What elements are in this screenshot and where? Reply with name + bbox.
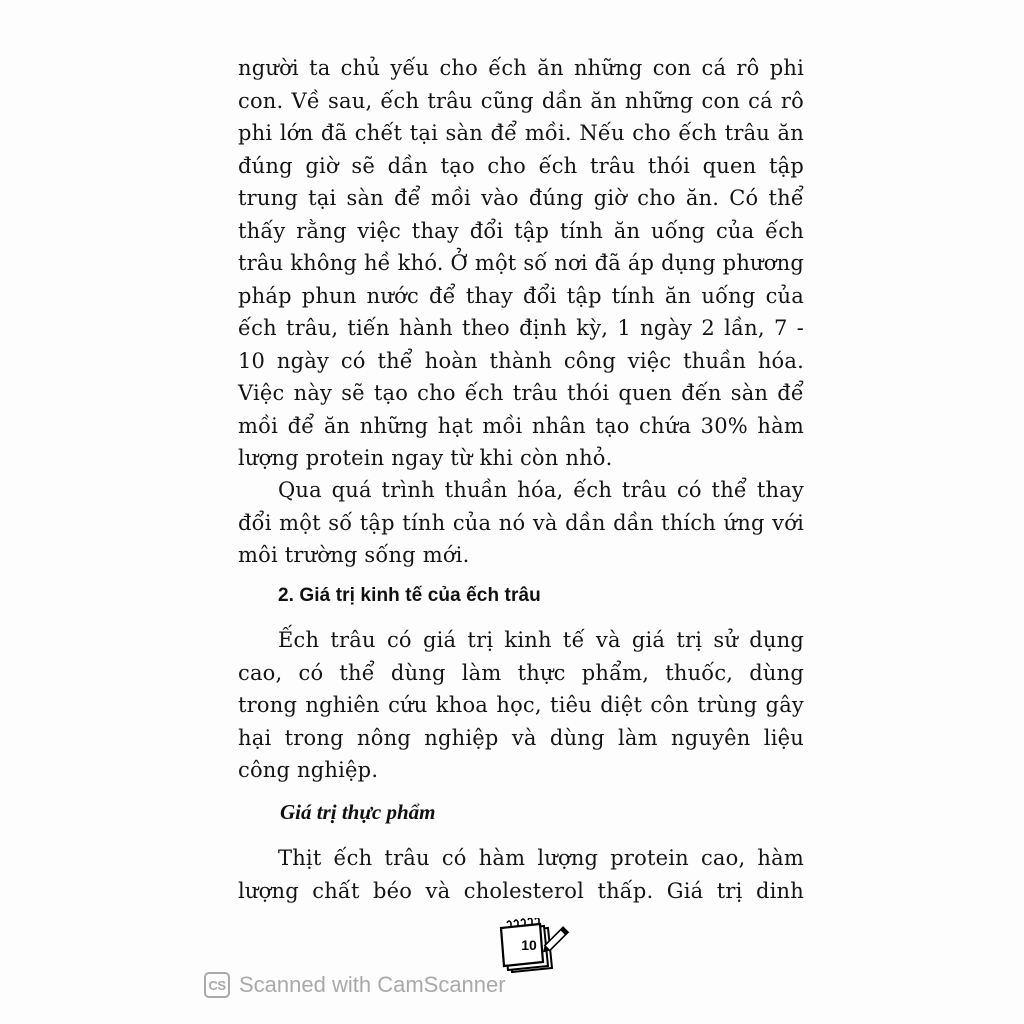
- paragraph-line: hại trong nông nghiệp và dùng làm nguyên liệu: [238, 725, 804, 750]
- camscanner-logo-icon: CS: [204, 972, 230, 998]
- paragraph-line: thấy rằng việc thay đổi tập tính ăn uống của ếch: [238, 218, 804, 243]
- paragraph-line: cao, có thể dùng làm thực phẩm, thuốc, dùng: [238, 660, 804, 685]
- paragraph-line: công nghiệp.: [238, 758, 379, 782]
- watermark-text: Scanned with CamScanner: [239, 972, 506, 997]
- paragraph-line: pháp phun nước để thay đổi tập tính ăn uống của: [238, 283, 804, 308]
- paragraph-line: trâu không hề khó. Ở một số nơi đã áp dụng phương: [238, 251, 804, 275]
- paragraph-line: lượng chất béo và cholesterol thấp. Giá trị dinh: [238, 878, 804, 903]
- section-heading: 2. Giá trị kinh tế của ếch trâu: [278, 585, 541, 606]
- paragraph-line: Qua quá trình thuần hóa, ếch trâu có thể thay: [278, 478, 804, 502]
- camscanner-watermark: [204, 972, 506, 998]
- paragraph-line: mồi để ăn những hạt mồi nhân tạo chứa 30% hàm: [238, 413, 804, 438]
- page-number-badge: [498, 918, 572, 976]
- paragraph-1: [238, 52, 804, 475]
- paragraph-line: lượng protein ngay từ khi còn nhỏ.: [238, 446, 613, 470]
- paragraph-line: con. Về sau, ếch trâu cũng dần ăn những con cá rô: [238, 88, 804, 113]
- paragraph-line: 10 ngày có thể hoàn thành công việc thuần hóa.: [238, 348, 804, 373]
- paragraph-line: phi lớn đã chết tại sàn để mồi. Nếu cho ếch trâu ăn: [238, 121, 804, 145]
- paragraph-line: trung tại sàn để mồi vào đúng giờ cho ăn. Có thể: [238, 186, 804, 210]
- subheading: Giá trị thực phẩm: [280, 800, 436, 824]
- paragraph-line: trong nghiên cứu khoa học, tiêu diệt côn trùng gây: [238, 693, 804, 717]
- paragraph-line: Việc này sẽ tạo cho ếch trâu thói quen đến sàn để: [238, 381, 804, 405]
- paragraph-line: ếch trâu, tiến hành theo định kỳ, 1 ngày 2 lần, 7 -: [238, 316, 804, 340]
- paragraph-3: [238, 624, 804, 787]
- paragraph-4: [238, 842, 804, 907]
- paragraph-line: Ếch trâu có giá trị kinh tế và giá trị sử dụng: [278, 628, 804, 652]
- page-number: 10: [521, 937, 537, 953]
- paragraph-line: môi trường sống mới.: [238, 543, 470, 567]
- paragraph-line: đúng giờ sẽ dần tạo cho ếch trâu thói quen tập: [238, 153, 804, 178]
- paragraph-line: người ta chủ yếu cho ếch ăn những con cá rô phi: [238, 56, 804, 80]
- paragraph-line: đổi một số tập tính của nó và dần dần thích ứng với: [238, 510, 804, 535]
- paragraph-2: [238, 474, 804, 572]
- paragraph-line: Thịt ếch trâu có hàm lượng protein cao, hàm: [278, 846, 804, 870]
